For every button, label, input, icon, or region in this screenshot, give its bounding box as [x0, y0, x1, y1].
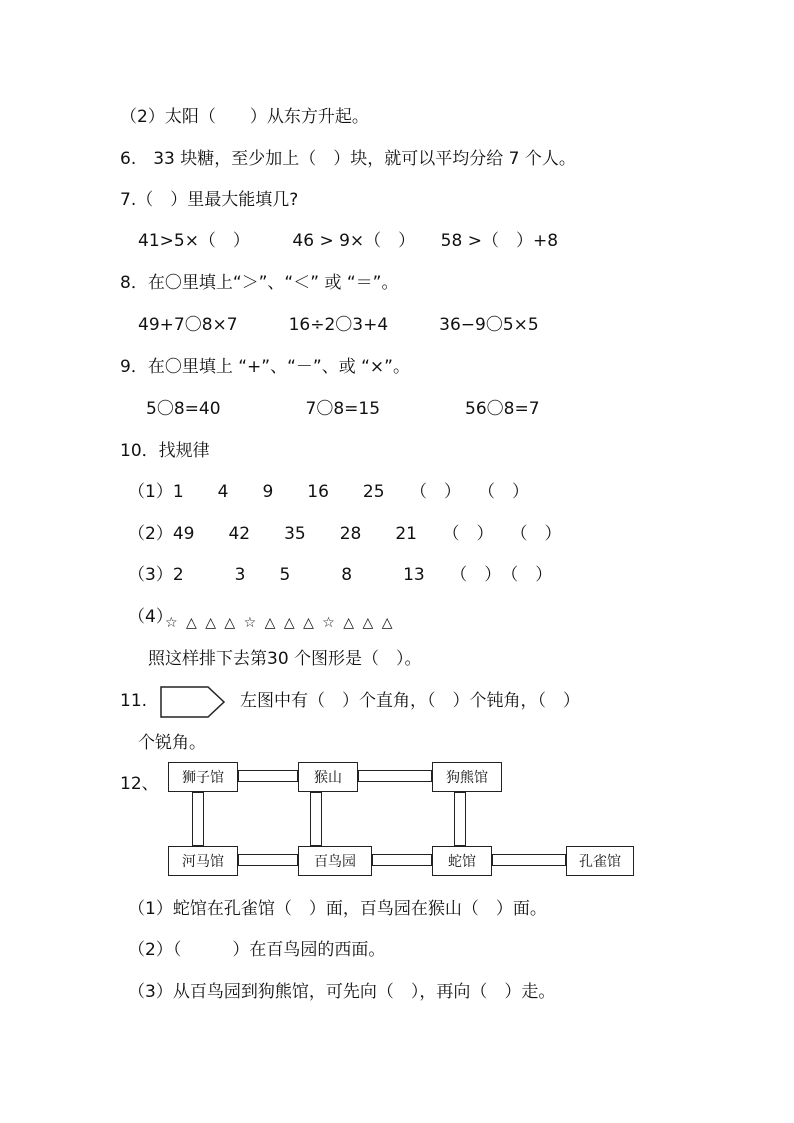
road: [358, 770, 432, 782]
pattern-4-shapes: ☆ △ △ △ ☆ △ △ △ ☆ △ △ △: [165, 615, 395, 631]
question-12: 12、: [120, 774, 159, 794]
pattern-2: （2）49 42 35 28 21 （ ） （ ）: [128, 524, 562, 544]
road: [372, 854, 432, 866]
pattern-3: （3）2 3 5 8 13 （ ） （ ）: [128, 565, 553, 585]
question-6: 6. 33 块糖，至少加上（ ）块，就可以平均分给 7 个人。: [120, 149, 576, 169]
question-11-number: 11.: [120, 691, 148, 711]
line-sun: （2）太阳（ ）从东方升起。: [120, 107, 369, 127]
question-9: 9．在〇里填上 “+”、“－”、或 “×”。: [120, 357, 410, 377]
road: [238, 770, 298, 782]
question-11-tail: 个锐角。: [138, 733, 206, 753]
map-snake-house: 蛇馆: [432, 846, 492, 876]
map-bear-house: 狗熊馆: [432, 762, 502, 792]
map-bird-park: 百鸟园: [298, 846, 372, 876]
pattern-4-question: 照这样排下去第30 个图形是（ ）。: [148, 649, 422, 669]
question-12-2: （2）（ ）在百鸟园的西面。: [128, 940, 386, 960]
road: [492, 854, 566, 866]
zoo-map: [160, 758, 640, 878]
pattern-1: （1）1 4 9 16 25 （ ） （ ）: [128, 482, 530, 502]
question-12-1: （1）蛇馆在孔雀馆（ ）面，百鸟园在猴山（ ）面。: [128, 899, 547, 919]
question-12-3: （3）从百鸟园到狗熊馆，可先向（ ），再向（ ）走。: [128, 982, 556, 1002]
map-peacock-house: 孔雀馆: [566, 846, 634, 876]
road: [310, 792, 322, 846]
pentagon-figure: [160, 686, 226, 718]
road: [454, 792, 466, 846]
question-8-items: 49+7〇8×7 16÷2〇3+4 36−9〇5×5: [138, 315, 539, 335]
question-7-items: 41>5×（ ） 46 > 9×（ ） 58 >（ ）+8: [138, 231, 559, 251]
question-7: 7.（ ）里最大能填几?: [120, 190, 299, 210]
map-monkey-hill: 猴山: [298, 762, 358, 792]
map-hippo-house: 河马馆: [168, 846, 238, 876]
map-lion-house: 狮子馆: [168, 762, 238, 792]
road: [238, 854, 298, 866]
question-9-items: 5〇8=40 7〇8=15 56〇8=7: [146, 399, 540, 419]
road: [192, 792, 204, 846]
pattern-4-label: （4）: [128, 607, 173, 627]
question-8: 8．在〇里填上“＞”、“＜” 或 “＝”。: [120, 273, 399, 293]
question-11-text: 左图中有（ ）个直角，（ ）个钝角，（ ）: [240, 691, 580, 711]
question-10: 10．找规律: [120, 441, 210, 461]
